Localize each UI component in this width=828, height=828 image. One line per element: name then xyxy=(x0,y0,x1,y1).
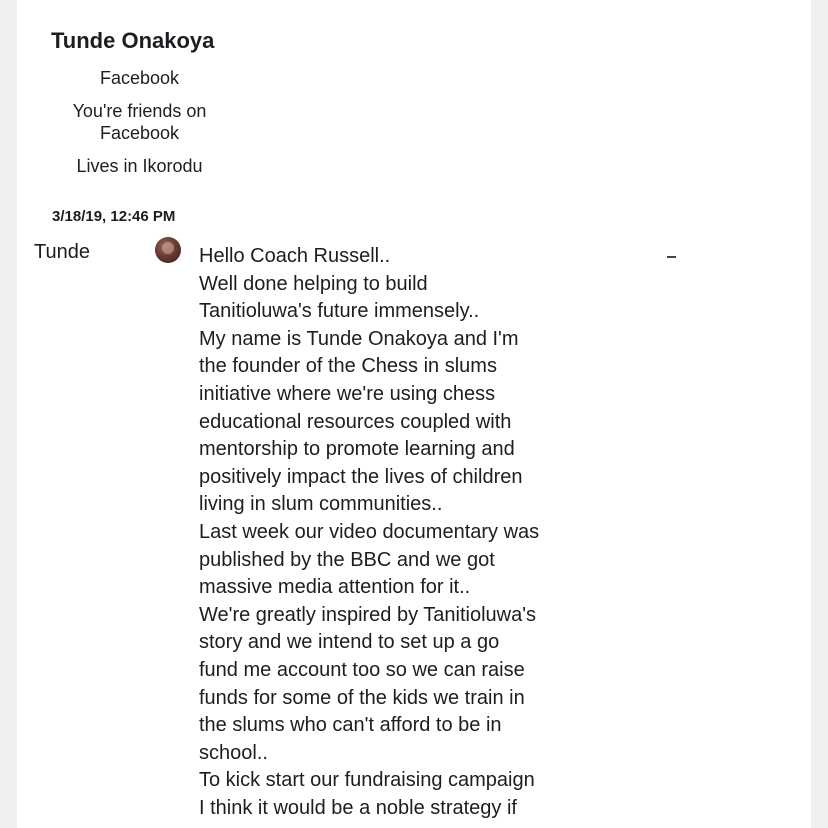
message-line: initiative where we're using chess xyxy=(199,382,496,405)
message-line: living in slum communities.. xyxy=(199,493,443,516)
message-body xyxy=(199,243,579,822)
profile-name[interactable]: Tunde Onakoya xyxy=(51,28,215,53)
message-line: Well done helping to build xyxy=(199,272,428,295)
profile-location: Lives in Ikorodu xyxy=(76,156,203,176)
message-line: Hello Coach Russell.. xyxy=(199,245,391,267)
user-avatar-icon[interactable] xyxy=(155,237,181,263)
message-line: I think it would be a noble strategy if xyxy=(199,796,517,819)
message-line: Tanitioluwa's future immensely.. xyxy=(199,300,480,323)
message-line: story and we intend to set up a go xyxy=(199,631,500,654)
message-timestamp: 3/18/19, 12:46 PM xyxy=(52,208,176,225)
profile-friends-line1: You're friends on xyxy=(72,101,207,121)
message-line: school.. xyxy=(199,741,268,764)
sender-name: Tunde xyxy=(34,241,90,263)
dash-icon[interactable] xyxy=(667,256,676,258)
message-line: My name is Tunde Onakoya and I'm xyxy=(199,327,519,350)
message-line: massive media attention for it.. xyxy=(199,576,471,599)
message-line: mentorship to promote learning and xyxy=(199,438,515,461)
profile-friends-line2: Facebook xyxy=(99,123,180,143)
message-line: Last week our video documentary was xyxy=(199,520,540,543)
message-line: fund me account too so we can raise xyxy=(199,658,525,681)
message-page xyxy=(17,0,811,828)
message-line: the slums who can't afford to be in xyxy=(199,714,502,737)
message-line: published by the BBC and we got xyxy=(199,548,495,571)
profile-source: Facebook xyxy=(99,68,180,88)
message-line: educational resources coupled with xyxy=(199,410,512,433)
message-line: positively impact the lives of children xyxy=(199,465,523,488)
profile-friends-status xyxy=(17,100,262,144)
message-line: We're greatly inspired by Tanitioluwa's xyxy=(199,603,537,626)
message-line: To kick start our fundraising campaign xyxy=(199,769,535,792)
message-line: the founder of the Chess in slums xyxy=(199,355,497,378)
message-line: funds for some of the kids we train in xyxy=(199,686,525,709)
